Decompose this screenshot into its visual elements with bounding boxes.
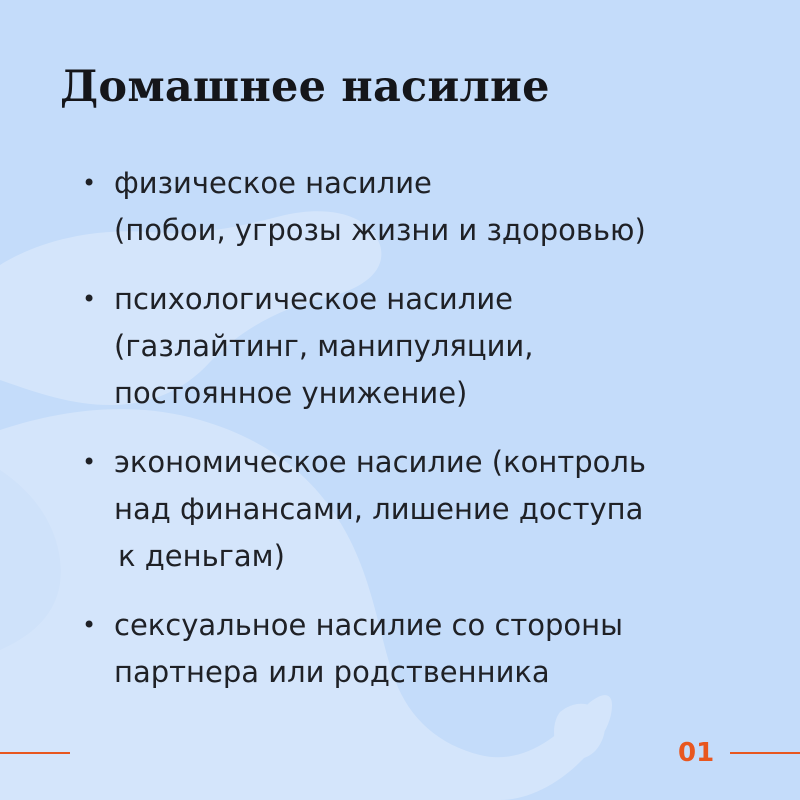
page-title: Домашнее насилие	[60, 62, 550, 112]
bullet-icon: •	[82, 611, 97, 639]
list-item-line: физическое насилие	[114, 166, 432, 200]
list-item-economic	[82, 439, 782, 580]
list-item-sexual	[82, 602, 782, 696]
bullet-icon: •	[82, 169, 97, 197]
list-item-line: партнера или родственника	[114, 655, 550, 689]
bullet-icon: •	[82, 285, 97, 313]
list-item-psychological	[82, 276, 782, 417]
list-item-line: над финансами, лишение доступа	[114, 492, 644, 526]
list-item-line: сексуальное насилие со стороны	[114, 608, 624, 642]
bullet-icon: •	[82, 448, 97, 476]
list-item-line: (газлайтинг, манипуляции,	[114, 329, 534, 363]
footer-divider-left	[0, 752, 70, 754]
page-number: 01	[678, 738, 715, 768]
list-item-line: постоянное унижение)	[114, 376, 468, 410]
footer-divider-right	[730, 752, 800, 754]
list-item-physical	[82, 160, 782, 254]
list-item-line: экономическое насилие (контроль	[114, 445, 647, 479]
list-item-line: (побои, угрозы жизни и здоровью)	[114, 213, 646, 247]
list-item-line: психологическое насилие	[114, 282, 514, 316]
list-item-line: к деньгам)	[118, 539, 285, 573]
violence-types-list	[82, 160, 782, 718]
